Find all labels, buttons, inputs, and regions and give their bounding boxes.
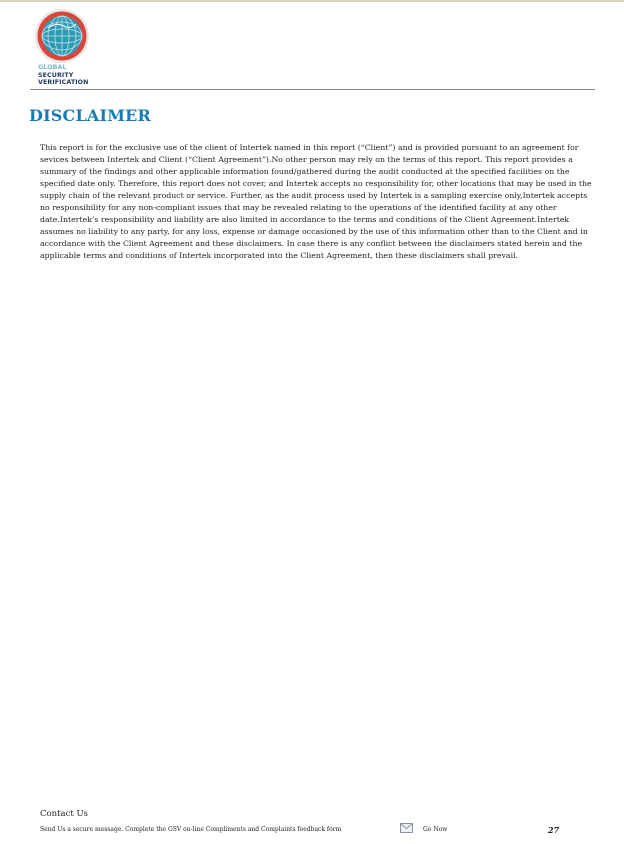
logo-line-verification: VERIFICATION [38, 79, 89, 87]
logo-line-global: GLOBAL [38, 64, 67, 71]
disclaimer-body: This report is for the exclusive use of the client of Intertek named in this report (“Client”) and is provided pursuant to an agreement for sevices between Intertek and Client (“Client Agreement”).No other person may rely on the terms of this report. This report provides a summary of the findings and other applicable information found/gathered during the audit conducted at the specified facilities on the specified date only. Therefore, this report does not cover, and Intertek accepts no responsibility for, other locations that may be used in the supply chain of the relevant product or service. Further, as the audit process used by Intertek is a sampling exercise only,Intertek accepts no responsibility for any non-compliant issues that may be revealed relating to the operations of the identified facility at any other date.Intertek’s responsibility and liability are also limited in accordance to the terms and conditions of the Client Agreement.Intertek assumes no liability to any party, for any loss, expense or damage occasioned by the use of this information other than to the Client and in accordance with the Client Agreement and these disclaimers. In case there is any conflict between the disclaimers stated herein and the applicable terms and conditions of Intertek incorporated into the Client Agreement, then these disclaimers shall prevail. [40, 143, 592, 260]
go-now-link[interactable]: Go Now [423, 826, 448, 833]
contact-heading: Contact Us [40, 809, 88, 819]
logo-wordmark [38, 64, 88, 87]
feedback-message: Send Us a secure message. Complete the GSV on-line Compliments and Complaints feedback form [40, 826, 342, 833]
top-border [0, 0, 624, 2]
logo-line-security: SECURITY [38, 71, 74, 79]
envelope-icon[interactable] [400, 823, 413, 833]
header-divider [30, 89, 595, 90]
page-number: 27 [548, 825, 560, 835]
section-title: DISCLAIMER [29, 106, 151, 125]
